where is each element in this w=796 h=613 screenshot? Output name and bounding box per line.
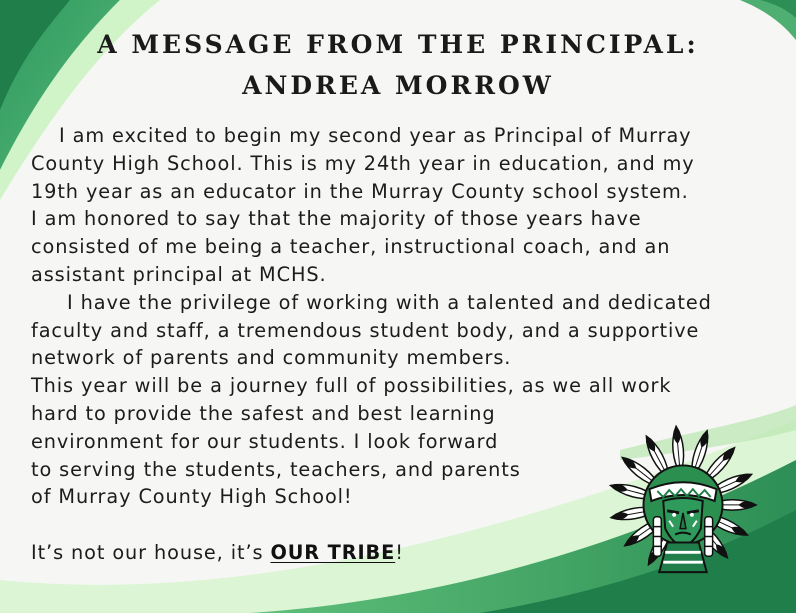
closing-prefix: It’s not our house, it’s	[31, 540, 271, 564]
letter-line: 19th year as an educator in the Murray County school system.	[31, 179, 689, 203]
page-title-line2: ANDREA MORROW	[242, 71, 554, 100]
chief-headdress-mascot-icon	[604, 418, 762, 580]
letter-line: I have the privilege of working with a talented and dedicated	[67, 290, 712, 314]
page-title-line1: A MESSAGE FROM THE PRINCIPAL:	[97, 30, 699, 59]
letter-line: I am excited to begin my second year as Principal of Murray	[59, 124, 692, 147]
letter-line: of Murray County High School!	[31, 485, 353, 509]
letter-line: to serving the students, teachers, and parents	[31, 457, 521, 481]
closing-suffix: !	[395, 540, 404, 564]
letter-line: This year will be a journey full of possibilities, as we all work	[31, 374, 672, 398]
letter-line: network of parents and community members.	[31, 346, 512, 370]
letter-line: I am honored to say that the majority of those years have	[31, 207, 642, 231]
our-tribe-emphasis: OUR TRIBE	[270, 540, 396, 564]
letter-line: faculty and staff, a tremendous student body, and a supportive	[31, 318, 700, 342]
letter-line: assistant principal at MCHS.	[31, 262, 327, 286]
letter-line: County High School. This is my 24th year in education, and my	[31, 151, 695, 175]
letter-line: hard to provide the safest and best learning	[31, 401, 496, 425]
letter-line: consisted of me being a teacher, instructional coach, and an	[31, 235, 671, 259]
letter-line: environment for our students. I look forward	[31, 429, 499, 453]
